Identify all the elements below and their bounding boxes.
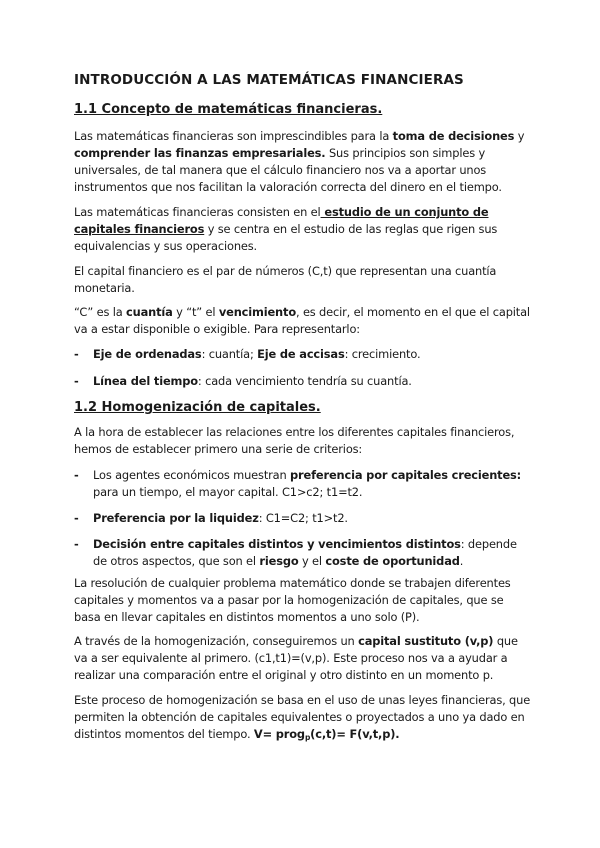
text-run: “C” es la [74, 305, 127, 319]
text-run: A través de la homogenización, conseguiremos un [74, 634, 359, 648]
text-run: y se centra en el estudio de las reglas que rigen sus equivalencias y sus operaciones. [74, 222, 498, 253]
text-run: : cuantía; [201, 347, 258, 361]
text-run: y [514, 129, 525, 143]
dash-bullet: - [74, 468, 79, 482]
bold-run: Eje de ordenadas [93, 347, 202, 361]
document-title: INTRODUCCIÓN A LAS MATEMÁTICAS FINANCIERAS [74, 72, 464, 88]
bold-run: comprender las finanzas empresariales. [74, 146, 326, 160]
list-item [74, 536, 532, 570]
bold-run: preferencia por capitales crecientes: [290, 468, 522, 482]
dash-bullet: - [74, 511, 79, 525]
bold-run: vencimiento [218, 305, 296, 319]
paragraph-definition [74, 204, 532, 255]
text-run: : depende de otros aspectos, que son el [93, 537, 517, 568]
text-run: : cada vencimiento tendría su cuantía. [197, 374, 412, 388]
list-item [74, 346, 532, 363]
dash-bullet: - [74, 537, 79, 551]
bold-run: capital sustituto (v,p) [358, 634, 494, 648]
text-run: Este proceso de homogenización se basa en el uso de unas leyes financieras, que permiten la obtención de capitales equivalentes o proyectados a uno ya dado en distintos momentos del tiempo. [74, 693, 531, 741]
bold-run: Línea del tiempo [93, 374, 198, 388]
dash-bullet: - [74, 347, 79, 361]
list-item [74, 510, 532, 527]
text-run: que va a ser equivalente al primero. (c1,t1)=(v,p). Este proceso nos va a ayudar a realizar una comparación entre el original y otro distinto en un momento p. [74, 634, 518, 682]
bold-run: riesgo [259, 554, 299, 568]
paragraph-intro [74, 128, 532, 196]
text-run: Sus principios son simples y universales, de tal manera que el cálculo financiero nos va a aportar unos instrumentos que nos facilitan la valoración correcta del dinero en el tiempo. [74, 146, 502, 194]
list-item [74, 467, 532, 501]
section-heading-1-2: 1.2 Homogenización de capitales. [74, 400, 321, 415]
bullet-list-representation [74, 346, 532, 390]
bold-run: Eje de accisas [257, 347, 345, 361]
bold-underlined-run: estudio de un conjunto de capitales financieros [74, 205, 489, 236]
text-run: y “t” el [172, 305, 219, 319]
text-run: : crecimiento. [344, 347, 421, 361]
paragraph-capital-financiero: El capital financiero es el par de números (C,t) que representan una cuantía monetaria. [74, 264, 497, 295]
paragraph-cuantia-vencimiento [74, 304, 532, 338]
text-run: : C1=C2; t1>t2. [258, 511, 348, 525]
bold-run: Decisión entre capitales distintos y vencimientos distintos [93, 537, 461, 551]
formula-run: V= prog [253, 727, 305, 741]
paragraph-resolucion: La resolución de cualquier problema matemático donde se trabajen diferentes capitales y momentos va a pasar por la homogenización de capitales, que se basa en llevar capitales en distintos momentos a uno solo (P). [74, 576, 511, 624]
bold-run: Preferencia por la liquidez [93, 511, 259, 525]
text-run: Las matemáticas financieras consisten en el [74, 205, 321, 219]
bullet-list-criterios [74, 467, 532, 570]
section-heading-1-1: 1.1 Concepto de matemáticas financieras. [74, 102, 383, 117]
bold-run: toma de decisiones [392, 129, 515, 143]
formula-run: (c,t)= F(v,t,p). [310, 727, 400, 741]
paragraph-leyes-financieras [74, 692, 532, 746]
text-run: , es decir, el momento en el que el capital va a estar disponible o exigible. Para representarlo: [74, 305, 530, 336]
dash-bullet: - [74, 374, 79, 388]
text-run: Las matemáticas financieras son imprescindibles para la [74, 129, 393, 143]
paragraph-capital-sustituto [74, 633, 532, 684]
formula-subscript: p [304, 733, 311, 742]
list-item [74, 373, 532, 390]
text-run: . [459, 554, 464, 568]
paragraph-criterios: A la hora de establecer las relaciones entre los diferentes capitales financieros, hemos de establecer primero una serie de criterios: [74, 425, 515, 456]
text-run: para un tiempo, el mayor capital. C1>c2; t1=t2. [93, 485, 363, 499]
text-run: y el [298, 554, 326, 568]
bold-run: coste de oportunidad [325, 554, 460, 568]
bold-run: cuantía [126, 305, 173, 319]
text-run: Los agentes económicos muestran [93, 468, 291, 482]
